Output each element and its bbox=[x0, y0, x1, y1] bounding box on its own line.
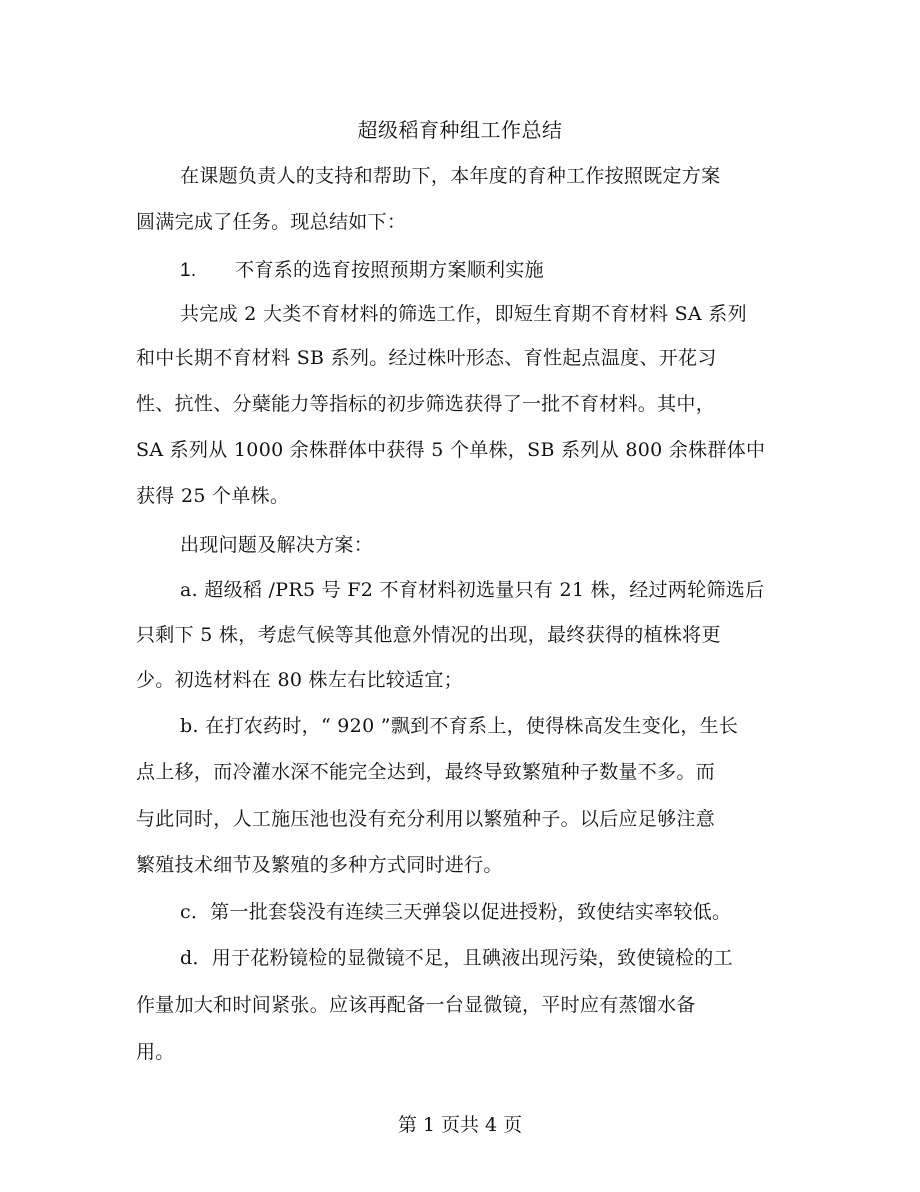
section-1-heading: 不育系的选育按照预期方案顺利实施 bbox=[235, 259, 544, 281]
section-1-line: SA 系列从 1000 余株群体中获得 5 个单株，SB 系列从 800 余株群体中 bbox=[136, 439, 766, 461]
problem-a-line: 只剩下 5 株，考虑气候等其他意外情况的出现，最终获得的植株将更 bbox=[136, 624, 721, 646]
problems-heading: 出现问题及解决方案： bbox=[180, 534, 374, 556]
problem-b-line: 与此同时，人工施压池也没有充分利用以繁殖种子。以后应足够注意 bbox=[136, 808, 716, 830]
problem-a-line: 少。初选材料在 80 株左右比较适宜； bbox=[136, 669, 463, 691]
section-1-line: 获得 25 个单株。 bbox=[136, 485, 290, 507]
section-1-number: 1. bbox=[180, 260, 197, 281]
intro-line-1: 在课题负责人的支持和帮助下，本年度的育种工作按照既定方案 bbox=[180, 165, 721, 187]
section-1-heading-line bbox=[180, 255, 544, 282]
problem-b-line: b. 在打农药时，“ 920 ”飘到不育系上，使得株高发生变化，生长 bbox=[180, 715, 739, 737]
problem-b-line: 繁殖技术细节及繁殖的多种方式同时进行。 bbox=[136, 854, 503, 876]
section-1-line: 和中长期不育材料 SB 系列。经过株叶形态、育性起点温度、开花习 bbox=[136, 347, 717, 369]
problem-d-line: 作量加大和时间紧张。应该再配备一台显微镜，平时应有蒸馏水备 bbox=[136, 994, 696, 1016]
section-1-line: 性、抗性、分蘖能力等指标的初步筛选获得了一批不育材料。其中， bbox=[136, 393, 716, 415]
problem-d-line: 用。 bbox=[136, 1041, 175, 1063]
section-1-line: 共完成 2 大类不育材料的筛选工作，即短生育期不育材料 SA 系列 bbox=[180, 303, 747, 325]
page-footer: 第 1 页共 4 页 bbox=[397, 1114, 523, 1136]
document-title: 超级稻育种组工作总结 bbox=[357, 118, 563, 142]
intro-line-2: 圆满完成了任务。现总结如下： bbox=[136, 211, 407, 233]
problem-d-line: d．用于花粉镜检的显微镜不足，且碘液出现污染，致使镜检的工 bbox=[180, 947, 733, 969]
problem-a-line: a. 超级稻 /PR5 号 F2 不育材料初选量只有 21 株，经过两轮筛选后 bbox=[180, 579, 765, 601]
problem-c-line: c．第一批套袋没有连续三天弹袋以促进授粉，致使结实率较低。 bbox=[180, 901, 732, 923]
problem-b-line: 点上移，而冷灌水深不能完全达到，最终导致繁殖种子数量不多。而 bbox=[136, 761, 716, 783]
